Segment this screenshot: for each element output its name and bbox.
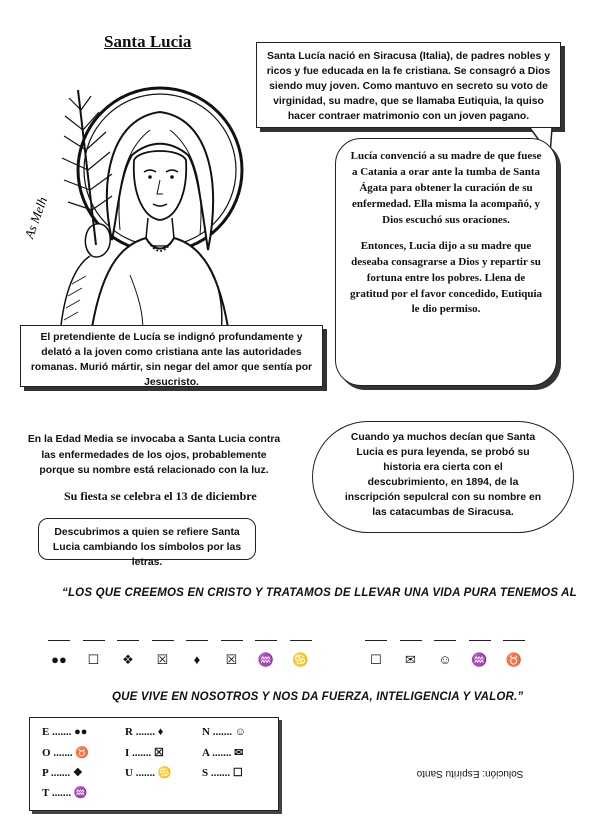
legend-symbol: ☺ <box>234 726 246 738</box>
middle-age-text: En la Edad Media se invocaba a Santa Lucia contra las enfermedades de los ojos, probablemente porque su nombre está relacionado con la luz. <box>27 434 281 477</box>
puzzle-blank[interactable] <box>400 640 422 667</box>
puzzle-symbol: ♦ <box>193 652 201 667</box>
puzzle-blank[interactable] <box>48 640 70 667</box>
legend-entry <box>125 726 163 738</box>
puzzle-symbol: ☒ <box>156 652 169 667</box>
legend-letter: E <box>42 726 50 738</box>
catania-box <box>335 138 557 386</box>
puzzle-symbol: ♒ <box>471 652 488 667</box>
legend-symbol: ❖ <box>72 767 83 779</box>
legend-letter: A <box>202 747 210 759</box>
quote-line-1: “LOS QUE CREEMOS EN CRISTO Y TRATAMOS DE LLEVAR UNA VIDA PURA TENEMOS AL <box>62 587 577 599</box>
legend-dots: ....... <box>50 747 76 759</box>
legend-symbol: ♦ <box>157 726 164 738</box>
legend-entry <box>202 766 243 779</box>
legend-dots: ....... <box>209 726 235 738</box>
symbol-legend <box>29 717 279 811</box>
legend-dots: ....... <box>208 767 233 779</box>
legend-entry <box>42 746 89 759</box>
legend-symbol: ✉ <box>234 747 244 759</box>
legend-dots: ....... <box>49 726 75 738</box>
legend-letter: T <box>42 787 50 799</box>
legend-letter: N <box>202 726 210 738</box>
legend-dots: ....... <box>48 767 73 779</box>
instructions-box: Descubrimos a quien se refiere Santa Lucia cambiando los símbolos por las letras. <box>38 518 256 560</box>
legend-entry <box>42 726 87 738</box>
solution-text: Solución: Espíritu Santo <box>416 768 524 779</box>
legend-letter: P <box>42 767 49 779</box>
puzzle-symbol: ☺ <box>438 652 452 667</box>
puzzle-blank[interactable] <box>255 640 277 667</box>
puzzle-symbol: ❖ <box>122 652 134 667</box>
legend-dots: ....... <box>129 747 155 759</box>
legend-entry <box>42 766 83 779</box>
puzzle-symbol: ☐ <box>87 652 100 667</box>
puzzle-blank[interactable] <box>152 640 174 667</box>
martyr-box: El pretendiente de Lucía se indignó profundamente y delató a la joven como cristiana ante las autoridades romanas. Murió mártir, sin negar del amor que sentía por Jesucristo. <box>20 325 323 387</box>
legend-dots: ....... <box>132 726 158 738</box>
puzzle-symbol: ♉ <box>505 652 523 667</box>
artist-signature: As Melh <box>21 194 51 241</box>
page-title: Santa Lucia <box>104 32 192 51</box>
legend-entry <box>202 746 243 759</box>
legend-dots: ....... <box>49 787 74 799</box>
legend-symbol: ♒ <box>73 787 88 799</box>
legend-symbol: ♉ <box>75 747 90 759</box>
catacomb-box: Cuando ya muchos decían que Santa Lucia es pura leyenda, se probó su historia era cierta con el descubrimiento, en 1894, de la inscripción sepulcral con su nombre en las catacumbas de Siracusa. <box>312 421 574 533</box>
puzzle-blank[interactable] <box>503 640 525 667</box>
feast-day: Su fiesta se celebra el 13 de diciembre <box>64 489 257 503</box>
legend-entry <box>125 766 171 779</box>
puzzle-blank[interactable] <box>117 640 139 667</box>
legend-letter: O <box>42 747 51 759</box>
puzzle-blank[interactable] <box>434 640 456 667</box>
puzzle-symbol: ✉ <box>405 652 416 667</box>
legend-letter: S <box>202 767 209 779</box>
puzzle-blank[interactable] <box>186 640 208 667</box>
puzzle-blank[interactable] <box>469 640 491 667</box>
legend-letter: I <box>125 747 130 759</box>
legend-letter: U <box>125 767 133 779</box>
puzzle-symbol: ●● <box>51 652 67 667</box>
saint-lucia-illustration <box>20 60 270 360</box>
legend-dots: ....... <box>132 767 158 779</box>
legend-symbol: ☐ <box>232 767 243 779</box>
legend-letter: R <box>125 726 133 738</box>
quote-line-2: QUE VIVE EN NOSOTROS Y NOS DA FUERZA, INTELIGENCIA Y VALOR.” <box>112 691 524 703</box>
intro-box: Santa Lucía nació en Siracusa (Italia), de padres nobles y ricos y fue educada en la fe cristiana. Se consagró a Dios siendo muy joven. Como mantuvo en secreto su voto de virginidad, su madre, que se llamaba Eutiquia, la quiso hacer contraer matrimonio con un joven pagano. <box>256 42 561 128</box>
puzzle-symbol: ♒ <box>257 652 275 667</box>
legend-symbol: ●● <box>74 726 88 738</box>
legend-symbol: ☒ <box>154 747 164 759</box>
puzzle-symbol: ☒ <box>225 652 238 667</box>
legend-entry <box>42 786 88 799</box>
legend-entry <box>125 746 164 759</box>
puzzle-symbol: ♋ <box>292 652 309 667</box>
puzzle-blank[interactable] <box>365 640 387 667</box>
legend-symbol: ♋ <box>157 767 172 779</box>
fortune-paragraph: Entonces, Lucia dijo a su madre que deseaba consagrarse a Dios y repartir su fortuna entre los pobres. Llena de gratitud por el favor concedido, Eutiquia le dio permiso. <box>349 239 543 316</box>
puzzle-blank[interactable] <box>221 640 243 667</box>
puzzle-blank[interactable] <box>290 640 312 667</box>
puzzle-blank[interactable] <box>83 640 105 667</box>
legend-dots: ....... <box>209 747 235 759</box>
catania-paragraph: Lucía convenció a su madre de que fuese a Catania a orar ante la tumba de Santa Ágata para obtener la curación de su enfermedad. Ella misma la acompañó, y Dios escuchó sus oraciones. <box>350 150 542 226</box>
puzzle-symbol: ☐ <box>370 652 382 667</box>
legend-entry <box>202 726 246 738</box>
